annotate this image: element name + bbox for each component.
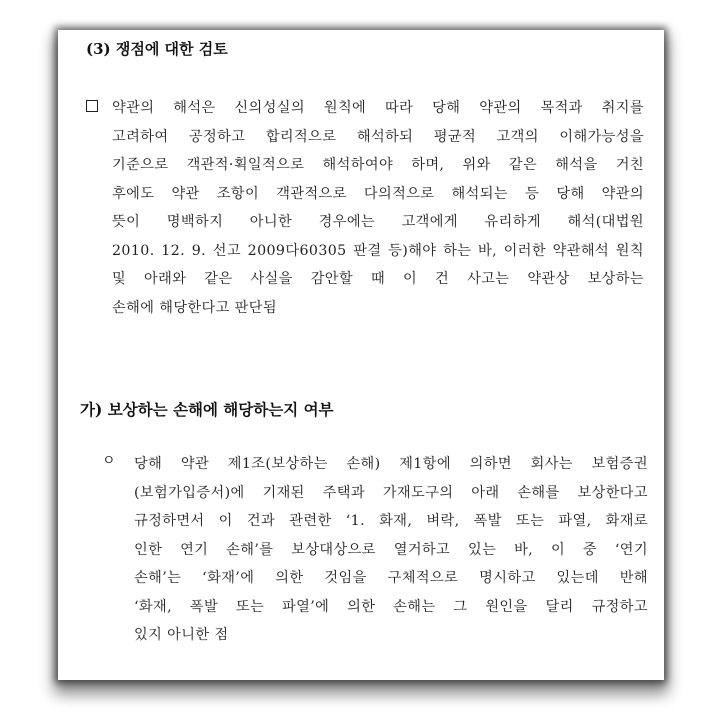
coverage-paragraph-lines <box>134 450 648 650</box>
paragraph-line: 손해에 해당한다고 판단됨 <box>112 299 277 316</box>
circle-bullet-icon: ㅇ <box>102 453 116 469</box>
checkbox-bullet-icon <box>86 100 98 112</box>
paragraph-line: 2010. 12. 9. 선고 2009다60305 판결 등)해야 하는 바, 이러한 약관해석 원칙 <box>112 242 644 259</box>
paragraph-line: 있지 아니한 점 <box>134 627 229 643</box>
paragraph-line: 및 아래와 같은 사실을 감안할 때 이 건 사고는 약관상 보상하는 <box>112 271 644 287</box>
review-paragraph-lines <box>112 94 644 322</box>
paragraph-line: 후에도 약관 조항이 객관적으로 다의적으로 해석되는 등 당해 약관의 <box>112 185 644 202</box>
subsection-heading: 가) 보상하는 손해에 해당하는지 여부 <box>80 400 334 419</box>
paragraph-line: 고려하여 공정하고 합리적으로 해석하되 평균적 고객의 이해가능성을 <box>112 128 644 145</box>
paragraph-line: 당해 약관 제1조(보상하는 손해) 제1항에 의하면 회사는 보험증권 <box>134 456 648 472</box>
paragraph-line: 규정하면서 이 건과 관련한 ‘1. 화재, 벼락, 폭발 또는 파열, 화재로 <box>134 513 648 529</box>
section-heading: (3) 쟁점에 대한 검토 <box>86 40 228 58</box>
paragraph-line: ‘화재, 폭발 또는 파열’에 의한 손해는 그 원인을 달리 규정하고 <box>134 598 648 615</box>
paragraph-line: 약관의 해석은 신의성실의 원칙에 따라 당해 약관의 목적과 취지를 <box>112 100 644 116</box>
paragraph-line: 뜻이 명백하지 아니한 경우에는 고객에게 유리하게 해석(대법원 <box>112 214 644 230</box>
paragraph-line: 손해’는 ‘화재’에 의한 것임을 구체적으로 명시하고 있는데 반해 <box>134 570 648 586</box>
paragraph-line: 기준으로 객관적·획일적으로 해석하여야 하며, 위와 같은 해석을 거친 <box>112 157 644 173</box>
paragraph-line: (보험가입증서)에 기재된 주택과 가재도구의 아래 손해를 보상한다고 <box>134 484 648 501</box>
document-page <box>58 30 664 680</box>
paragraph-line: 인한 연기 손해’를 보상대상으로 열거하고 있는 바, 이 중 ‘연기 <box>134 541 648 558</box>
